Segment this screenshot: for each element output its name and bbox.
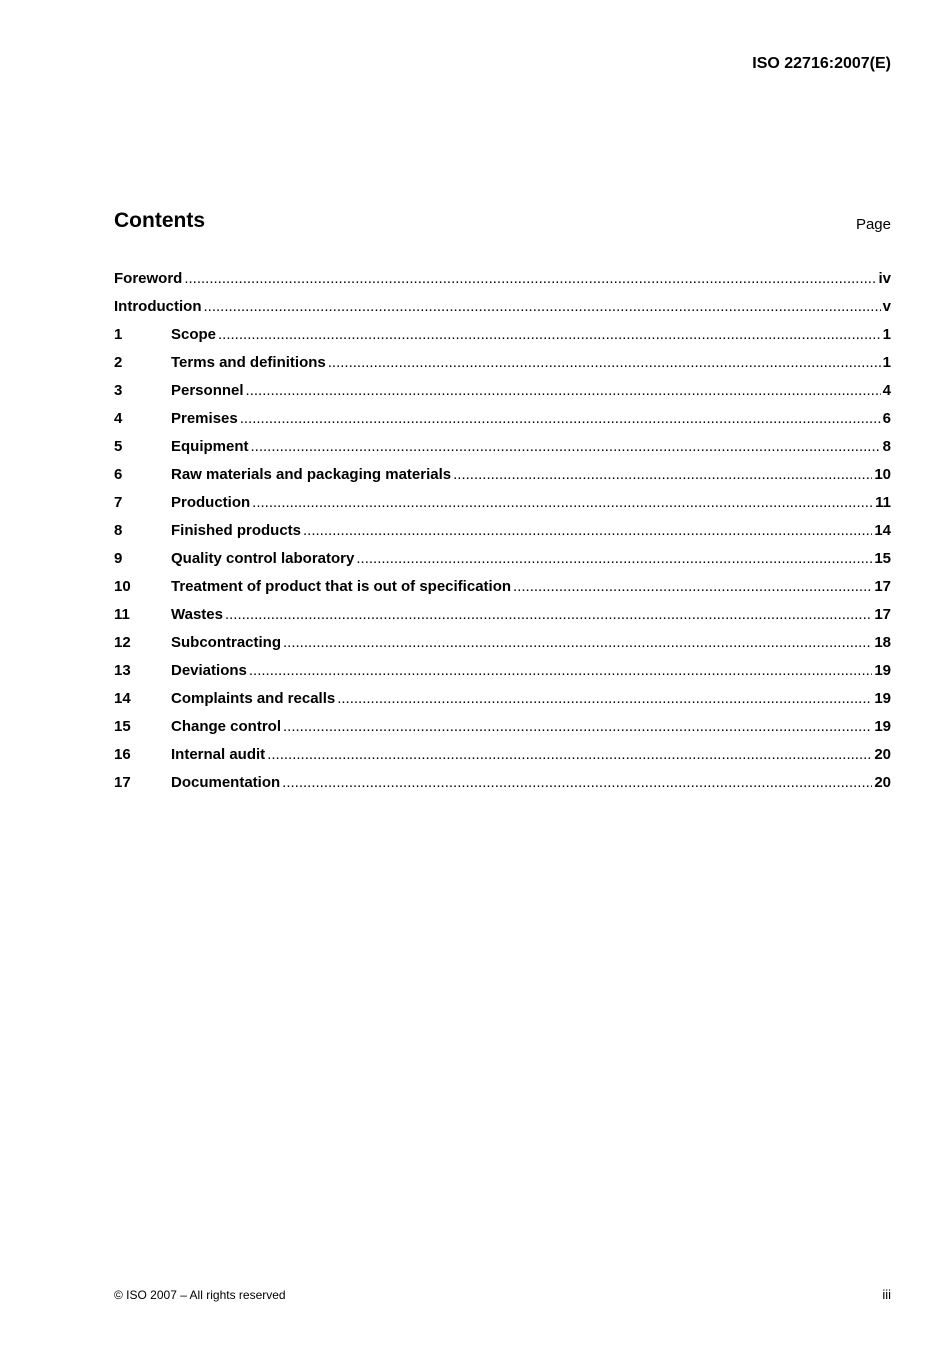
toc-entry-production[interactable] [114,490,891,518]
toc-entry-page: 20 [874,774,891,791]
toc-entry-raw-materials[interactable] [114,462,891,490]
toc-entry-title: Equipment [171,438,249,455]
toc-entry-equipment[interactable] [114,434,891,462]
toc-entry-page: 10 [874,466,891,483]
toc-entry-page: 17 [874,606,891,623]
table-of-contents [114,266,891,798]
toc-entry-number: 11 [114,606,130,623]
toc-entry-page: 4 [882,382,891,399]
toc-entry-title: Subcontracting [171,634,282,651]
toc-entry-title: Deviations [171,662,247,679]
toc-entry-page: 20 [874,746,891,763]
toc-entry-internal-audit[interactable] [114,742,891,770]
toc-dot-leader [218,322,881,348]
toc-entry-page: 14 [874,522,891,539]
toc-entry-title: Personnel [171,382,244,399]
toc-dot-leader [267,742,872,768]
toc-entry-page: 19 [874,718,891,735]
toc-entry-title: Scope [171,326,217,343]
toc-entry-number: 12 [114,634,131,651]
toc-entry-deviations[interactable] [114,658,891,686]
toc-entry-title: Terms and definitions [171,354,326,371]
toc-entry-page: 6 [882,410,891,427]
toc-dot-leader [283,630,872,656]
toc-entry-page: iv [878,270,891,287]
toc-dot-leader [225,602,872,628]
toc-dot-leader [513,574,872,600]
toc-entry-number: 2 [114,354,123,371]
toc-entry-title: Complaints and recalls [171,690,336,707]
toc-dot-leader [246,378,881,404]
toc-entry-foreword[interactable] [114,266,891,294]
toc-dot-leader [356,546,872,572]
toc-dot-leader [249,658,872,684]
toc-entry-terms-and-definitions[interactable] [114,350,891,378]
copyright-notice: © ISO 2007 – All rights reserved [114,1288,286,1302]
toc-entry-page: 8 [882,438,891,455]
toc-entry-title: Internal audit [171,746,266,763]
toc-entry-change-control[interactable] [114,714,891,742]
toc-entry-number: 4 [114,410,123,427]
toc-entry-title: Production [171,494,251,511]
toc-entry-title: Raw materials and packaging materials [171,466,452,483]
toc-entry-subcontracting[interactable] [114,630,891,658]
toc-entry-number: 9 [114,550,123,567]
toc-entry-wastes[interactable] [114,602,891,630]
toc-entry-page: 17 [874,578,891,595]
toc-dot-leader [240,406,881,432]
toc-entry-out-of-specification[interactable] [114,574,891,602]
page-number: iii [882,1287,891,1302]
toc-entry-title: Finished products [171,522,302,539]
toc-entry-page: 15 [874,550,891,567]
toc-entry-title: Documentation [171,774,281,791]
toc-entry-scope[interactable] [114,322,891,350]
toc-entry-page: 11 [875,494,891,511]
toc-entry-finished-products[interactable] [114,518,891,546]
toc-entry-page: 18 [874,634,891,651]
toc-entry-documentation[interactable] [114,770,891,798]
toc-dot-leader [252,490,873,516]
toc-entry-personnel[interactable] [114,378,891,406]
toc-entry-premises[interactable] [114,406,891,434]
toc-entry-title: Introduction [114,298,202,315]
toc-dot-leader [303,518,872,544]
toc-dot-leader [328,350,881,376]
toc-entry-page: 1 [882,354,891,371]
toc-entry-number: 8 [114,522,123,539]
toc-dot-leader [283,714,872,740]
toc-entry-quality-control-laboratory[interactable] [114,546,891,574]
toc-entry-number: 1 [114,326,123,343]
toc-entry-number: 6 [114,466,123,483]
toc-entry-number: 14 [114,690,131,707]
toc-dot-leader [184,266,876,292]
page-column-label: Page [855,216,891,233]
toc-dot-leader [337,686,872,712]
toc-entry-title: Change control [171,718,282,735]
toc-dot-leader [453,462,872,488]
toc-dot-leader [251,434,881,460]
toc-entry-introduction[interactable] [114,294,891,322]
contents-title: Contents [114,209,205,232]
toc-entry-number: 13 [114,662,131,679]
toc-entry-title: Foreword [114,270,183,287]
toc-entry-page: 19 [874,662,891,679]
toc-entry-number: 3 [114,382,123,399]
toc-entry-number: 7 [114,494,123,511]
toc-entry-title: Premises [171,410,238,427]
document-id: ISO 22716:2007(E) [752,55,891,72]
toc-entry-number: 10 [114,578,131,595]
toc-entry-number: 15 [114,718,131,735]
toc-entry-page: 1 [882,326,891,343]
toc-entry-page: 19 [874,690,891,707]
toc-entry-title: Wastes [171,606,223,623]
toc-entry-complaints-and-recalls[interactable] [114,686,891,714]
toc-entry-number: 16 [114,746,131,763]
toc-dot-leader [203,294,880,320]
toc-entry-number: 17 [114,774,131,791]
toc-dot-leader [282,770,872,796]
toc-entry-title: Treatment of product that is out of specification [171,578,512,595]
toc-entry-number: 5 [114,438,123,455]
toc-entry-page: v [882,298,891,315]
toc-entry-title: Quality control laboratory [171,550,355,567]
